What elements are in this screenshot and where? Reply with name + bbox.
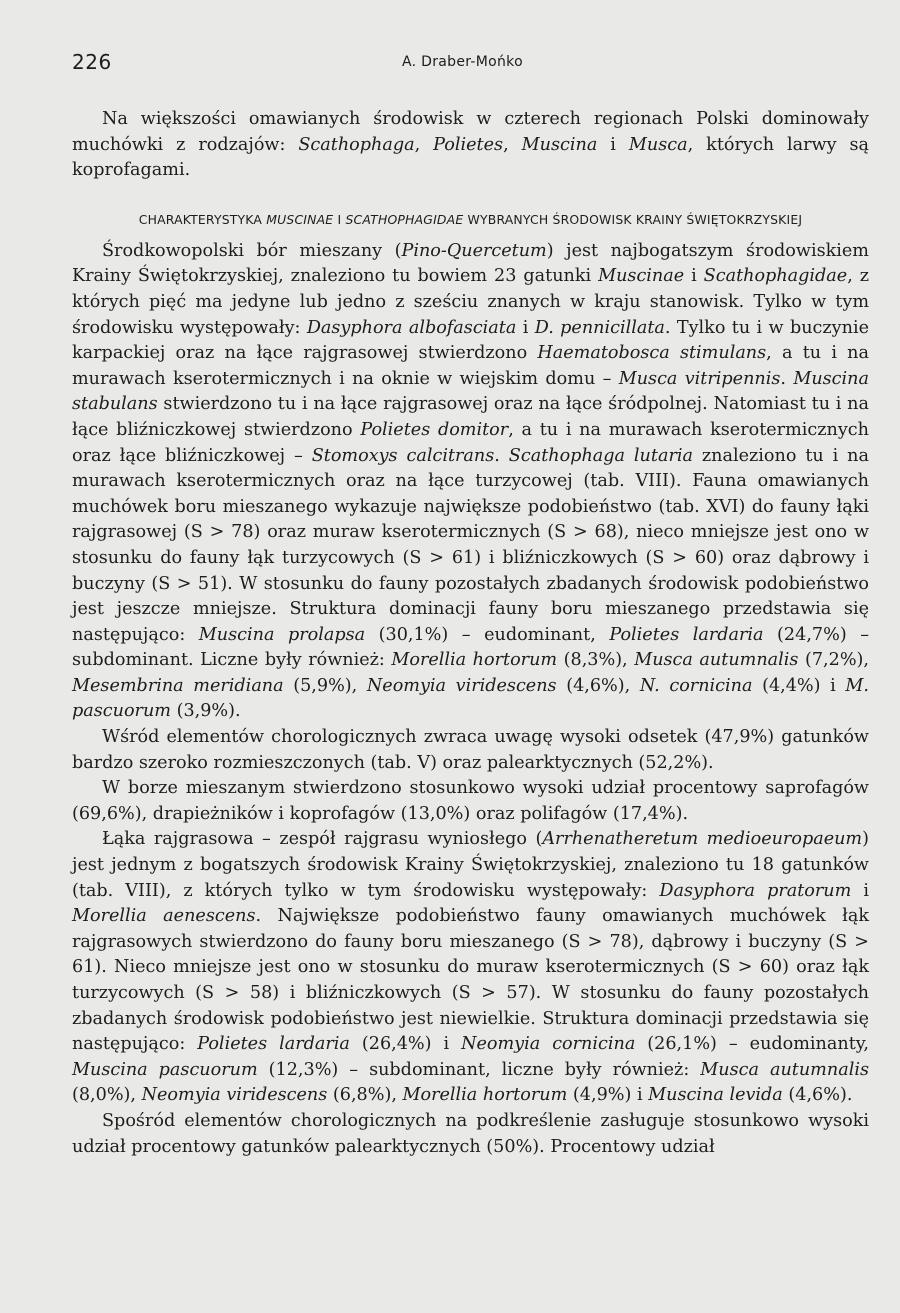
section-heading-taxon: SCATHOPHAGIDAE [345, 211, 464, 227]
taxon-name: Dasyphora albofasciata [306, 317, 517, 338]
taxon-name: Pino-Quercetum [401, 240, 547, 261]
text-segment: Środkowopolski bór mieszany ( [102, 240, 402, 261]
text-segment: i [684, 266, 704, 287]
text-segment: , [503, 134, 522, 155]
taxon-name: Muscina pascuorum [72, 1059, 258, 1080]
taxon-name: Stomoxys calcitrans [311, 445, 495, 466]
taxon-name: Musca vitripennis [618, 368, 781, 389]
taxon-name: Muscina [521, 134, 598, 155]
text-segment: (8,0%), [72, 1085, 142, 1106]
taxon-name: Muscinae [598, 266, 685, 287]
text-segment: (3,9%). [170, 701, 241, 722]
text-segment: ) jest najbogatszym środowiskiem Krainy Świętokrzyskiej, znaleziono tu bowiem 23 gatunki [72, 240, 869, 287]
text-segment: i [516, 317, 535, 338]
taxon-name: Polietes [433, 134, 504, 155]
text-segment: . Największe podobieństwo fauny omawianych muchówek łąk rajgrasowych stwierdzono do fauny boru mieszanego (S > 78), dąbrowy i buczyny (S > 61). Nieco mniejsze jest ono w stosunku do muraw kserotermicznych (S > 60) oraz łąk turzycowych (S > 58) i bliźniczkowych (S > 57). W stosunku do fauny pozostałych zbadanych środowisk podobieństwo jest niewielkie. Struktura dominacji przedstawia się następująco: [72, 906, 869, 1055]
text-segment: , z których pięć ma jedyne lub jedno z sześciu znanych w kraju stanowisk. Tylko w tym środowisku występowały: [72, 266, 869, 338]
taxon-name: Morellia hortorum [402, 1085, 568, 1106]
taxon-name: Neomyia viridescens [141, 1085, 328, 1106]
text-segment: Na większości omawianych środowisk w czterech regionach Polski dominowały muchówki z rodzajów: [72, 109, 869, 155]
page-header [72, 50, 832, 74]
running-head-author: A. Draber-Mońko [402, 54, 523, 70]
text-segment: ) jest jednym z bogatszych środowisk Krainy Świętokrzyskiej, znaleziono tu 18 gatunków (tab. VIII), z których tylko w tym środowisku występowały: [72, 829, 869, 901]
text-segment: znaleziono tu i na murawach kserotermicznych oraz na łące turzycowej (tab. VIII). Fauna omawianych muchówek boru mieszanego wykazuje największe podobieństwo (tab. XVI) do fauny łąki rajgrasowej (S > 78) oraz muraw kserotermicznych (S > 68), nieco mniejsze jest ono w stosunku do fauny łąk turzycowych (S > 61) i bliźniczkowych (S > 60) oraz dąbrowy i buczyny (S > 51). W stosunku do fauny pozostałych zbadanych środowisk podobieństwo jest jeszcze mniejsze. Struktura dominacji fauny boru mieszanego przedstawia się następująco: [72, 445, 870, 645]
text-segment: (4,9%) i [567, 1085, 649, 1106]
text-segment: Spośród elementów chorologicznych na podkreślenie zasługuje stosunkowo wysoki udział procentowy gatunków palearktycznych (50%). Procentowy udział [72, 1110, 869, 1157]
text-segment: , [414, 134, 434, 155]
text-segment: Łąka rajgrasowa – zespół rajgrasu wyniosłego ( [102, 829, 543, 850]
text-segment: (8,3%), [557, 650, 635, 671]
text-segment: (26,1%) – eudominanty, [635, 1034, 869, 1055]
text-segment: W borze mieszanym stwierdzono stosunkowo wysoki udział procentowy saprofagów (69,6%), drapieżników i koprofagów (13,0%) oraz polifagów (17,4%). [72, 778, 869, 824]
taxon-name: Scathophaga [298, 134, 415, 155]
text-segment: stwierdzono tu i na łące rajgrasowej oraz na łące śródpolnej. Natomiast tu i na łące bliźniczkowej stwierdzono [72, 394, 869, 440]
taxon-name: Scathophagidae [703, 266, 848, 287]
taxon-name: Musca autumnalis [700, 1059, 869, 1080]
text-segment: (12,3%) – subdominant, liczne były również: [257, 1059, 701, 1080]
body-paragraph [72, 725, 869, 776]
body-paragraph [72, 239, 869, 725]
body-text [72, 107, 869, 1160]
text-segment: i [597, 134, 629, 155]
taxon-name: N. cornicina [639, 675, 753, 696]
section-heading-taxon: MUSCINAE [266, 211, 334, 227]
text-segment: i [851, 880, 869, 901]
text-segment: (4,4%) i [752, 675, 846, 696]
section-heading-part: CHARAKTERYSTYKA [138, 211, 267, 227]
taxon-name: Morellia hortorum [391, 650, 558, 671]
taxon-name: Mesembrina meridiana [72, 675, 284, 696]
body-paragraph [72, 827, 869, 1109]
taxon-name: Haematobosca stimulans [537, 343, 767, 364]
text-segment: , a tu i na murawach kserotermicznych i na oknie w wiejskim domu – [72, 343, 869, 389]
taxon-name: Morellia aenescens [72, 906, 256, 927]
text-segment: (7,2%), [798, 650, 869, 671]
taxon-name: Neomyia viridescens [366, 675, 557, 696]
text-segment: (4,6%), [556, 675, 640, 696]
section-heading [72, 210, 869, 229]
text-segment: (6,8%), [327, 1085, 403, 1106]
text-segment: , których larwy są koprofagami. [72, 134, 870, 181]
page-number: 226 [72, 50, 112, 74]
text-segment: , a tu i na murawach kserotermicznych oraz łące bliźniczkowej – [72, 419, 869, 466]
taxon-name: Polietes lardaria [197, 1034, 350, 1055]
section-heading-part: I [333, 211, 346, 227]
text-segment: . [494, 445, 509, 466]
taxon-name: Scathophaga lutaria [508, 445, 693, 466]
text-segment: . Tylko tu i w buczynie karpackiej oraz na łące rajgrasowej stwierdzono [72, 317, 869, 364]
taxon-name: Dasyphora pratorum [659, 880, 852, 901]
taxon-name: Arrhenatheretum medioeuropaeum [542, 829, 863, 850]
body-paragraph [72, 776, 869, 827]
text-segment: . [780, 368, 794, 389]
text-segment: (24,7%) – subdominant. Liczne były również: [72, 624, 869, 671]
text-segment: (5,9%), [283, 675, 367, 696]
body-paragraph [72, 1109, 869, 1160]
intro-paragraph [72, 107, 869, 184]
text-segment: (26,4%) i [349, 1034, 462, 1055]
paragraph-list [72, 239, 869, 1160]
text-segment: (30,1%) – eudominant, [365, 624, 610, 645]
taxon-name: Musca [628, 134, 688, 155]
taxon-name: Muscina prolapsa [198, 624, 366, 645]
taxon-name: Musca autumnalis [634, 650, 799, 671]
taxon-name: Polietes lardaria [609, 624, 764, 645]
taxon-name: D. pennicillata [534, 317, 665, 338]
taxon-name: Polietes domitor [360, 419, 509, 440]
taxon-name: Muscina levida [648, 1085, 783, 1106]
text-segment: (4,6%). [782, 1085, 853, 1106]
text-segment: Wśród elementów chorologicznych zwraca uwagę wysoki odsetek (47,9%) gatunków bardzo szeroko rozmieszczonych (tab. V) oraz palearktycznych (52,2%). [72, 727, 869, 773]
taxon-name: M. pascuorum [72, 675, 869, 722]
taxon-name: Muscina stabulans [72, 368, 869, 415]
section-heading-part: WYBRANYCH ŚRODOWISK KRAINY ŚWIĘTOKRZYSKIEJ [463, 211, 803, 227]
taxon-name: Neomyia cornicina [461, 1034, 636, 1055]
